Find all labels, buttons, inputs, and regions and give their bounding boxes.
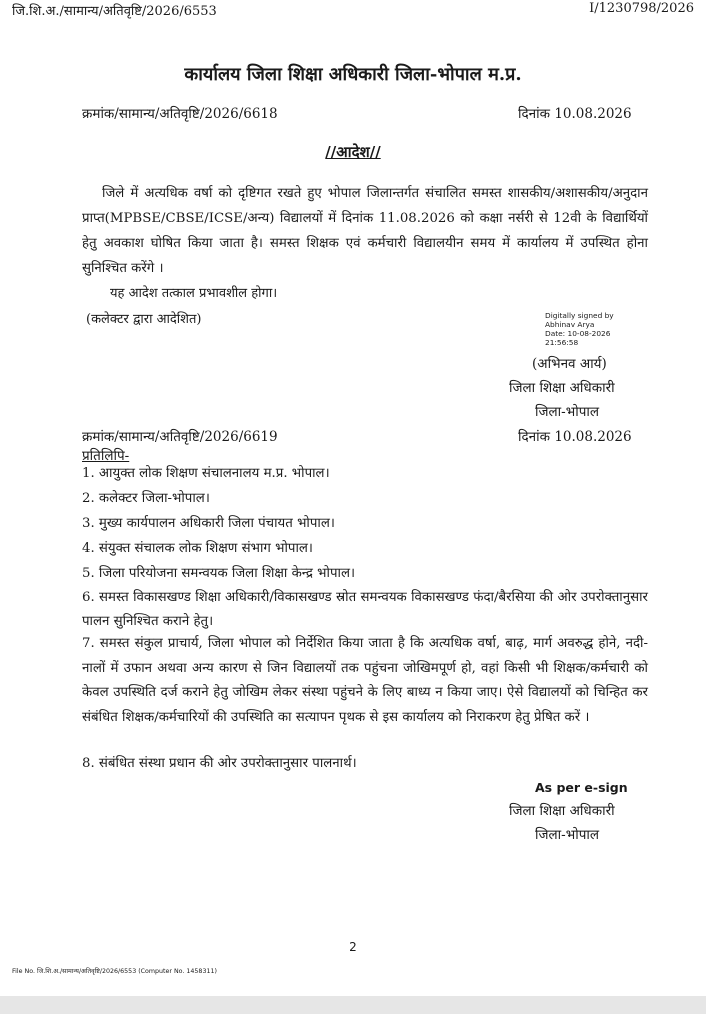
order-reference: क्रमांक/सामान्य/अतिवृष्टि/2026/6618 [82, 106, 278, 122]
copy-reference: क्रमांक/सामान्य/अतिवृष्टि/2026/6619 [82, 429, 278, 445]
copy-list-item: 8. संबंधित संस्था प्रधान की ओर उपरोक्तानुसार पालनार्थ। [82, 756, 357, 771]
copy-heading: प्रतिलिपि- [82, 448, 130, 464]
esign-place: जिला-भोपाल [535, 827, 600, 843]
collector-line: (कलेक्टर द्वारा आदेशित) [86, 312, 202, 327]
order-body: जिले में अत्यधिक वर्षा को दृष्टिगत रखते हुए भोपाल जिलान्तर्गत संचालित समस्त शासकीय/अशासकीय/अनुदान प्राप्त(MPBSE/CBSE/ICSE/अन्य) विद्यालयों में दिनांक 11.08.2026 को कक्षा नर्सरी से 12वी के विद्यार्थियों हेतु अवकाश घोषित किया जाता है। समस्त शिक्षक एवं कर्मचारी विद्यालयीन समय में कार्यालय में उपस्थित होना सुनिश्चित करेंगे । [82, 186, 648, 276]
order-heading: //आदेश// [325, 143, 381, 161]
effective-line: यह आदेश तत्काल प्रभावशील होगा। [110, 286, 278, 301]
copy-list-item: 7. समस्त संकुल प्राचार्य, जिला भोपाल को निर्देशित किया जाता है कि अत्यधिक वर्षा, बाढ़, मार्ग अवरुद्ध होने, नदी-नालों में उफान अथवा अन्य कारण से जिन विद्यालयों तक पहुंचना जोखिमपूर्ण हो, वहां किसी भी शिक्षक/कर्मचारी को केवल उपस्थिति दर्ज कराने हेतु जोखिम लेकर संस्था पहुंचने के लिए बाध्य न किया जाए। ऐसे विद्यालयों को चिन्हित कर संबंधित शिक्षक/कर्मचारियों की उपस्थिति का सत्यापन पृथक से इस कार्यालय को निराकरण हेतु प्रेषित करें । [82, 636, 648, 725]
copy-date: दिनांक 10.08.2026 [518, 429, 632, 445]
copy-list-item: 3. मुख्य कार्यपालन अधिकारी जिला पंचायत भोपाल। [82, 516, 335, 531]
file-footer: File No. जि.शि.अ./सामान्य/अतिवृष्टि/2026/6553 (Computer No. 1458311) [12, 968, 217, 975]
page-number: 2 [349, 940, 357, 954]
copy-list-item: 6. समस्त विकासखण्ड शिक्षा अधिकारी/विकासखण्ड स्रोत समन्वयक विकासखण्ड फंदा/बैरसिया की ओर उपरोक्तानुसार पालन सुनिश्चित कराने हेतु। [82, 590, 648, 629]
office-title: कार्यालय जिला शिक्षा अधिकारी जिला-भोपाल म.प्र. [184, 64, 522, 85]
signatory-place: जिला-भोपाल [535, 404, 600, 420]
order-date: दिनांक 10.08.2026 [518, 106, 632, 122]
scan-bottom-edge [0, 996, 706, 1014]
esign-designation: जिला शिक्षा अधिकारी [509, 803, 615, 819]
signatory-designation: जिला शिक्षा अधिकारी [509, 380, 615, 396]
document-id: I/1230798/2026 [589, 1, 694, 16]
copy-list-item: 4. संयुक्त संचालक लोक शिक्षण संभाग भोपाल। [82, 541, 313, 556]
digital-signature: Digitally signed by Abhinav Arya Date: 10-08-2026 21:56:58 [545, 311, 614, 347]
copy-list-item: 5. जिला परियोजना समन्वयक जिला शिक्षा केन्द्र भोपाल। [82, 566, 356, 581]
copy-list-item: 1. आयुक्त लोक शिक्षण संचालनालय म.प्र. भोपाल। [82, 466, 330, 481]
esign-label: As per e-sign [535, 780, 628, 795]
copy-list-item: 2. कलेक्टर जिला-भोपाल। [82, 491, 210, 506]
signatory-name: (अभिनव आर्य) [532, 356, 607, 372]
file-reference: जि.शि.अ./सामान्य/अतिवृष्टि/2026/6553 [12, 4, 217, 19]
